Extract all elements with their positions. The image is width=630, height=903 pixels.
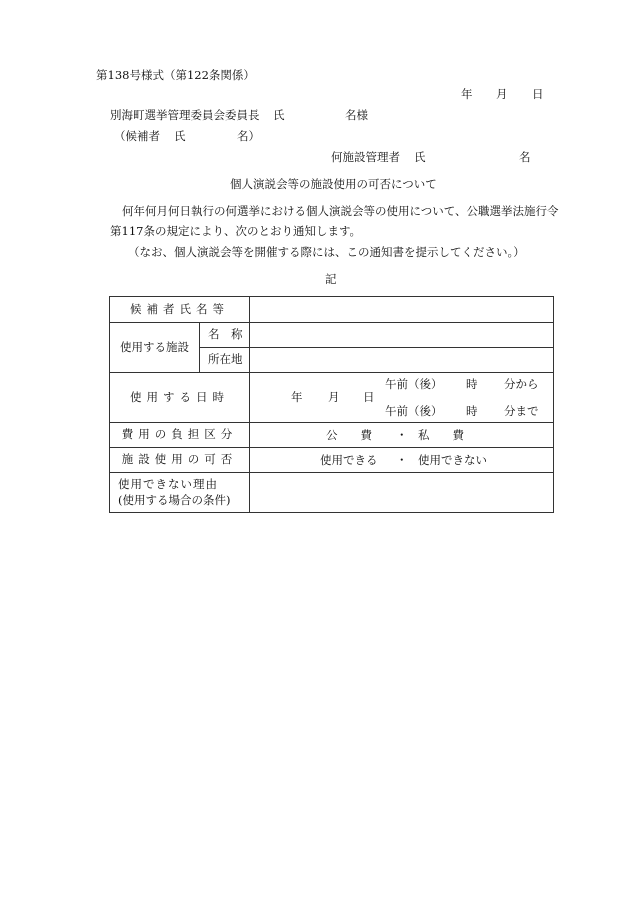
candidate-name-value-cell[interactable] (250, 297, 554, 323)
facility-label: 使用する施設 (110, 323, 200, 373)
facility-address-label: 所在地 (200, 348, 250, 373)
datetime-end-hour: 時 (466, 404, 478, 418)
permission-label: 施設使用の可否 (110, 448, 250, 473)
candidate-close: 名） (237, 129, 260, 143)
reason-label (110, 473, 250, 513)
permission-yes: 使用できる (320, 453, 378, 467)
sender-name-end: 名 (519, 150, 531, 164)
sender-name-label: 氏 (414, 150, 426, 164)
reason-label-line-1: 使用できない理由 (118, 476, 218, 491)
body-note: （なお、個人演説会等を開催する際には、この通知書を提示してください。） (128, 245, 525, 259)
date-month-label: 月 (496, 87, 508, 101)
facility-address-value-cell[interactable] (250, 348, 554, 373)
reason-label-line-2: (使用する場合の条件) (118, 492, 231, 507)
body-line-2: 第117条の規定により、次のとおり通知します。 (110, 224, 362, 238)
facility-name-label: 名 称 (200, 323, 250, 348)
cost-label: 費用の負担区分 (110, 423, 250, 448)
notification-table (109, 296, 554, 513)
permission-no: 使用できない (418, 453, 487, 467)
cost-value-cell[interactable] (250, 423, 554, 448)
datetime-start-hour: 時 (466, 377, 478, 391)
permission-value-cell[interactable] (250, 448, 554, 473)
datetime-end-minute: 分まで (504, 404, 539, 418)
cost-public: 公 費 (326, 428, 372, 442)
permission-separator: ・ (396, 453, 408, 467)
datetime-end-ampm: 午前（後） (385, 404, 443, 418)
datetime-year: 年 (291, 390, 303, 404)
row-candidate-name (110, 297, 554, 323)
cost-private: 私 費 (418, 428, 464, 442)
datetime-day: 日 (363, 390, 375, 404)
datetime-start-ampm: 午前（後） (385, 377, 443, 391)
row-cost (110, 423, 554, 448)
datetime-month: 月 (328, 390, 340, 404)
datetime-value-cell[interactable] (250, 373, 554, 423)
addressee-suffix: 名様 (345, 108, 368, 122)
addressee-name-label: 氏 (273, 108, 285, 122)
row-permission (110, 448, 554, 473)
body-line-1: 何年何月何日執行の何選挙における個人演説会等の使用について、公職選挙法施行令 (122, 204, 559, 218)
addressee-title: 別海町選挙管理委員会委員長 (110, 108, 260, 122)
datetime-label: 使用する日時 (110, 373, 250, 423)
date-day-label: 日 (532, 87, 544, 101)
date-year-label: 年 (461, 87, 473, 101)
subject: 個人演説会等の施設使用の可否について (230, 177, 437, 191)
sender-title: 何施設管理者 (331, 150, 400, 164)
datetime-start-minute: 分から (504, 377, 539, 391)
record-heading: 記 (325, 272, 337, 286)
form-number: 第138号様式（第122条関係） (96, 68, 255, 82)
facility-name-value-cell[interactable] (250, 323, 554, 348)
candidate-name-label: 候補者氏名等 (110, 297, 250, 323)
candidate-name-label: 氏 (174, 129, 186, 143)
reason-value-cell[interactable] (250, 473, 554, 513)
cost-separator: ・ (396, 428, 408, 442)
candidate-open: （候補者 (114, 129, 160, 143)
row-datetime (110, 373, 554, 423)
row-reason (110, 473, 554, 513)
row-facility-name (110, 323, 554, 348)
